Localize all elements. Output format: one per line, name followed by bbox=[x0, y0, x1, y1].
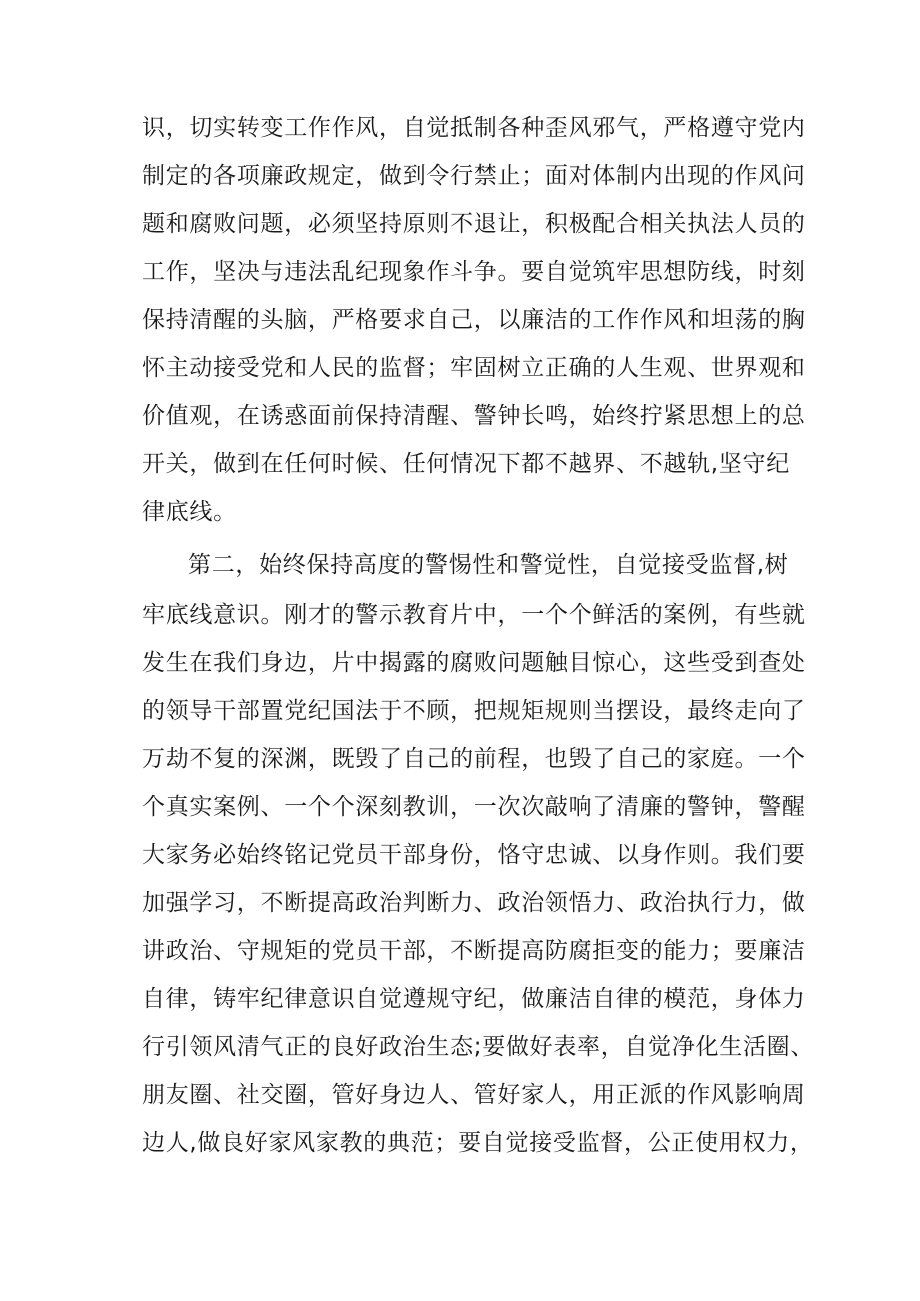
text-line: 大家务必始终铭记党员干部身份，恪守忠诚、以身作则。我们要 bbox=[142, 842, 806, 868]
text-line: 个真实案例、一个个深刻教训，一次次敲响了清廉的警钟，警醒 bbox=[142, 794, 806, 820]
text-line: 开关，做到在任何时候、任何情况下都不越界、不越轨,坚守纪 bbox=[142, 451, 790, 477]
text-line: 自律，铸牢纪律意识自觉遵规守纪，做廉洁自律的模范，身体力 bbox=[142, 986, 806, 1012]
text-line: 加强学习，不断提高政治判断力、政治领悟力、政治执行力，做 bbox=[142, 890, 806, 916]
text-line: 怀主动接受党和人民的监督；牢固树立正确的人生观、世界观和 bbox=[142, 355, 806, 381]
text-line: 识，切实转变工作作风，自觉抵制各种歪风邪气，严格遵守党内 bbox=[142, 115, 806, 141]
text-line: 牢底线意识。刚才的警示教育片中，一个个鲜活的案例，有些就 bbox=[142, 602, 806, 628]
text-line: 保持清醒的头脑，严格要求自己，以廉洁的工作作风和坦荡的胸 bbox=[142, 307, 806, 333]
text-line: 发生在我们身边，片中揭露的腐败问题触目惊心，这些受到查处 bbox=[142, 650, 806, 676]
paragraph-first-line: 第二，始终保持高度的警惕性和警觉性，自觉接受监督,树 bbox=[188, 552, 789, 578]
text-line: 价值观，在诱惑面前保持清醒、警钟长鸣，始终拧紧思想上的总 bbox=[142, 403, 806, 429]
text-line: 律底线。 bbox=[142, 499, 237, 525]
text-line: 行引领风清气正的良好政治生态;要做好表率，自觉净化生活圈、 bbox=[142, 1034, 815, 1060]
text-line: 工作，坚决与违法乱纪现象作斗争。要自觉筑牢思想防线，时刻 bbox=[142, 259, 806, 285]
text-line: 万劫不复的深渊，既毁了自己的前程，也毁了自己的家庭。一个 bbox=[142, 746, 806, 772]
text-line: 制定的各项廉政规定，做到令行禁止；面对体制内出现的作风问 bbox=[142, 163, 806, 189]
text-line: 朋友圈、社交圈，管好身边人、管好家人，用正派的作风影响周 bbox=[142, 1082, 806, 1108]
text-line: 的领导干部置党纪国法于不顾，把规矩规则当摆设，最终走向了 bbox=[142, 698, 806, 724]
text-line: 边人,做良好家风家教的典范；要自觉接受监督，公正使用权力， bbox=[142, 1130, 814, 1156]
text-line: 题和腐败问题，必须坚持原则不退让，积极配合相关执法人员的 bbox=[142, 211, 806, 237]
text-line: 讲政治、守规矩的党员干部，不断提高防腐拒变的能力；要廉洁 bbox=[142, 938, 806, 964]
